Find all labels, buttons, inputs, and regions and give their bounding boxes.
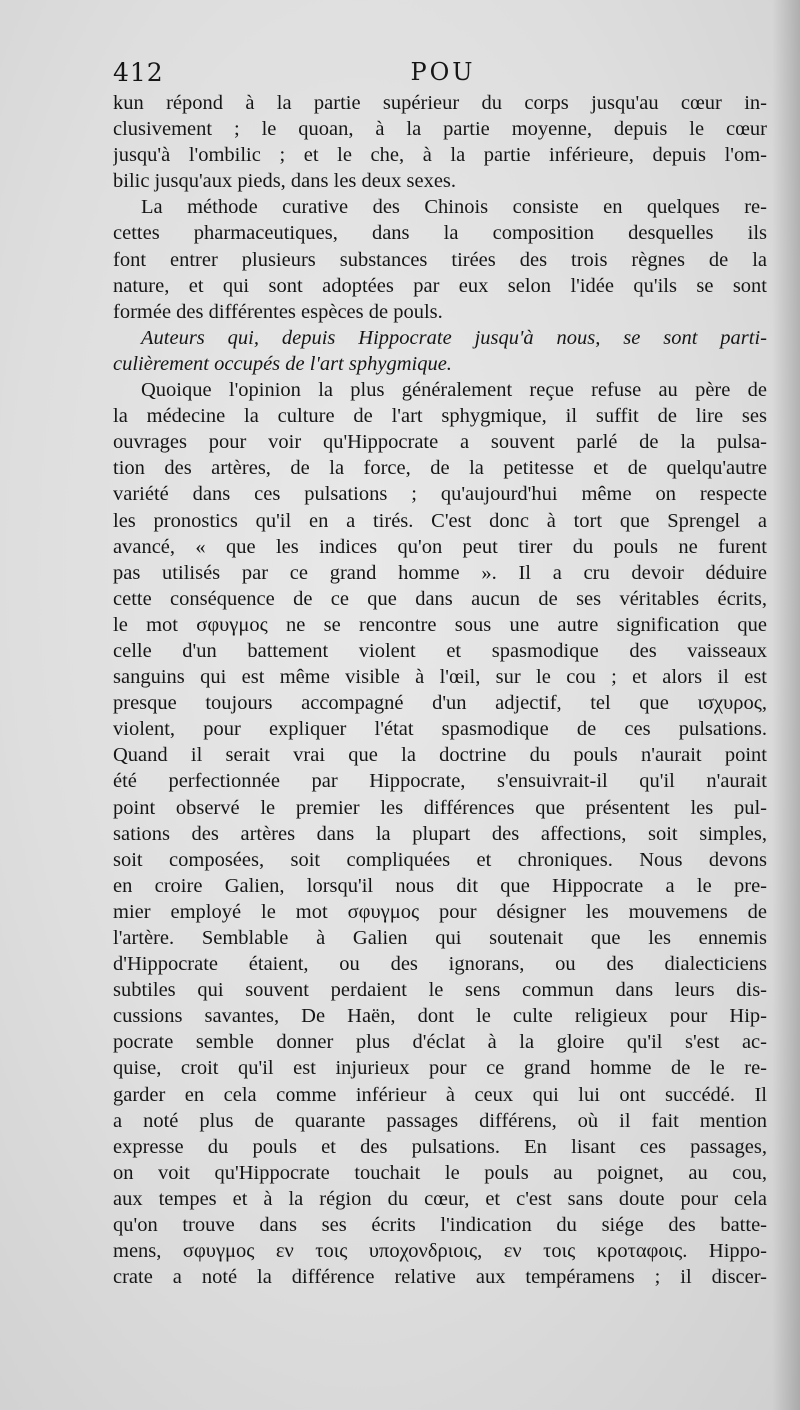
text-line: expresse du pouls et des pulsations. En lisant ces passages, [113, 1135, 767, 1158]
text-line: aux tempes et à la région du cœur, et c'est sans doute pour cela [113, 1187, 767, 1210]
text-line: la médecine la culture de l'art sphygmique, il suffit de lire ses [113, 405, 767, 428]
page-number: 412 [113, 58, 164, 87]
text-line: avancé, « que les indices qu'on peut tirer du pouls ne furent [113, 535, 767, 558]
text-line: sanguins qui est même visible à l'œil, sur le cou ; et alors il est [113, 666, 767, 689]
text-line: garder en cela comme inférieur à ceux qui lui ont succédé. Il [113, 1083, 767, 1106]
text-line: bilic jusqu'aux pieds, dans les deux sexes. [113, 170, 457, 193]
text-line: La méthode curative des Chinois consiste en quelques re- [141, 196, 767, 219]
text-line: quise, croit qu'il est injurieux pour ce grand homme de le re- [113, 1057, 767, 1080]
text-line: crate a noté la différence relative aux tempéramens ; il discer- [113, 1266, 767, 1289]
text-line: kun répond à la partie supérieur du corps jusqu'au cœur in- [113, 92, 767, 114]
text-line: sations des artères dans la plupart des affections, soit simples, [113, 822, 767, 845]
text-line: pas utilisés par ce grand homme ». Il a cru devoir déduire [113, 561, 767, 584]
text-line: en croire Galien, lorsqu'il nous dit que Hippocrate a le pre- [113, 874, 767, 897]
text-line: on voit qu'Hippocrate touchait le pouls au poignet, au cou, [113, 1161, 767, 1184]
page-header [113, 58, 773, 92]
text-line: subtiles qui souvent perdaient le sens commun dans leurs dis- [113, 979, 767, 1002]
section-heading-line: Auteurs qui, depuis Hippocrate jusqu'à nous, se sont parti- [141, 326, 767, 349]
text-line: cette conséquence de ce que dans aucun de ses véritables écrits, [113, 587, 767, 610]
text-line: a noté plus de quarante passages différens, où il fait mention [113, 1109, 767, 1132]
text-line: nature, et qui sont adoptées par eux selon l'idée qu'ils se sont [113, 274, 767, 297]
text-line: cussions savantes, De Haën, dont le culte religieux pour Hip- [113, 1005, 767, 1028]
text-line: variété dans ces pulsations ; qu'aujourd'hui même on respecte [113, 483, 767, 506]
text-line: pocrate semble donner plus d'éclat à la gloire qu'il s'est ac- [113, 1031, 767, 1054]
body-text [113, 90, 767, 1290]
text-line: tion des artères, de la force, de la petitesse et de quelqu'autre [113, 457, 767, 480]
text-line: ouvrages pour voir qu'Hippocrate a souvent parlé de la pulsa- [113, 431, 767, 454]
text-line: les pronostics qu'il en a tirés. C'est donc à tort que Sprengel a [113, 509, 767, 532]
running-head: POU [410, 58, 476, 86]
text-line: presque toujours accompagné d'un adjectif, tel que ισχυρος, [113, 692, 767, 715]
text-line: Quand il serait vrai que la doctrine du pouls n'aurait point [113, 744, 767, 767]
text-line: jusqu'à l'ombilic ; et le che, à la partie inférieure, depuis l'om- [113, 144, 767, 167]
text-line: formée des différentes espèces de pouls. [113, 300, 443, 323]
text-line: font entrer plusieurs substances tirées des trois règnes de la [113, 248, 767, 271]
text-line: violent, pour expliquer l'état spasmodique de ces pulsations. [113, 718, 767, 741]
text-line: été perfectionnée par Hippocrate, s'ensuivrait-il qu'il n'aurait [113, 770, 767, 793]
text-line: qu'on trouve dans ses écrits l'indication du siége des batte- [113, 1214, 767, 1237]
text-line: mens, σφυγμος εν τοις υποχονδριοις, εν τοις κροταφοις. Hippo- [113, 1240, 767, 1263]
page-edge-shadow [772, 0, 800, 1410]
text-line: Quoique l'opinion la plus généralement reçue refuse au père de [141, 379, 767, 402]
text-line: d'Hippocrate étaient, ou des ignorans, ou des dialecticiens [113, 953, 767, 976]
section-heading-line: culièrement occupés de l'art sphygmique. [113, 352, 452, 375]
text-line: mier employé le mot σφυγμος pour désigner les mouvemens de [113, 900, 767, 923]
text-line: soit composées, soit compliquées et chroniques. Nous devons [113, 848, 767, 871]
text-line: l'artère. Semblable à Galien qui soutenait que les ennemis [113, 927, 767, 949]
text-line: celle d'un battement violent et spasmodique des vaisseaux [113, 639, 767, 662]
text-line: le mot σφυγμος ne se rencontre sous une autre signification que [113, 613, 767, 636]
text-line: cettes pharmaceutiques, dans la composition desquelles ils [113, 222, 767, 245]
text-line: point observé le premier les différences que présentent les pul- [113, 796, 767, 819]
text-line: clusivement ; le quoan, à la partie moyenne, depuis le cœur [113, 118, 767, 141]
